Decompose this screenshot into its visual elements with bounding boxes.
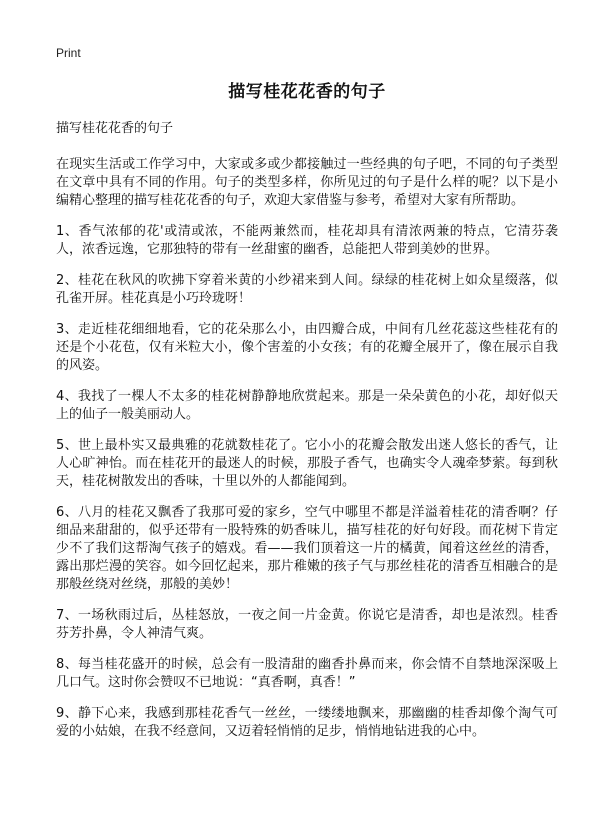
sentence-paragraph-9: 9、静下心来，我感到那桂花香气一丝丝，一缕缕地飘来，那幽幽的桂香却像个淘气可爱的小姑娘，在我不经意间，又迈着轻悄悄的足步，悄悄地钻进我的心中。 bbox=[56, 706, 558, 739]
sentence-paragraph-2: 2、桂花在秋风的吹拂下穿着米黄的小纱裙来到人间。绿绿的桂花树上如众星缀落，似孔雀开屏。桂花真是小巧玲珑呀！ bbox=[56, 273, 558, 306]
sentence-paragraph-5: 5、世上最朴实又最典雅的花就数桂花了。它小小的花瓣会散发出迷人悠长的香气，让人心旷神怡。而在桂花开的最迷人的时候，那股子香气，也确实令人魂牵梦萦。每到秋天，桂花树散发出的香味，十里以外的人都能闻到。 bbox=[56, 438, 558, 489]
sentence-paragraph-1: 1、香气浓郁的花'或清或浓，不能两兼然而，桂花却具有清浓两兼的特点，它清芬袭人，浓香远逸，它那独特的带有一丝甜蜜的幽香，总能把人带到美妙的世界。 bbox=[56, 224, 558, 257]
sentence-paragraph-3: 3、走近桂花细细地看，它的花朵那么小，由四瓣合成，中间有几丝花蕊这些桂花有的还是个小花苞，仅有米粒大小，像个害羞的小女孩；有的花瓣全展开了，像在展示自我的风姿。 bbox=[56, 322, 558, 373]
page-title: 描写桂花花香的句子 bbox=[228, 82, 386, 102]
intro-paragraph: 在现实生活或工作学习中，大家或多或少都接触过一些经典的句子吧，不同的句子类型在文章中具有不同的作用。句子的类型多样，你所见过的句子是什么样的呢？以下是小编精心整理的描写桂花花香的句子，欢迎大家借鉴与参考，希望对大家有所帮助。 bbox=[56, 157, 558, 208]
sentence-paragraph-6: 6、八月的桂花又飘香了我那可爱的家乡，空气中哪里不都是洋溢着桂花的清香啊？仔细品来甜甜的，似乎还带有一股特殊的奶香味儿，描写桂花的好句好段。而花树下肯定少不了我们这帮淘气孩子的嬉戏。看——我们顶着这一片的橘黄，闻着这丝丝的清香，露出那烂漫的笑容。如今回忆起来，那片稚嫩的孩子气与那丝桂花的清香互相融合的是那般丝绕对丝绕，那般的美妙！ bbox=[56, 505, 558, 592]
sentence-paragraph-4: 4、我找了一棵人不太多的桂花树静静地欣赏起来。那是一朵朵黄色的小花，却好似天上的仙子一般美丽动人。 bbox=[56, 389, 558, 422]
section-heading: 描写桂花花香的句子 bbox=[56, 121, 174, 136]
print-link[interactable]: Print bbox=[56, 46, 81, 60]
sentence-paragraph-7: 7、一场秋雨过后，丛桂怒放，一夜之间一片金黄。你说它是清香，却也是浓烈。桂香芬芳扑鼻，令人神清气爽。 bbox=[56, 608, 558, 641]
sentence-paragraph-8: 8、每当桂花盛开的时候，总会有一股清甜的幽香扑鼻而来，你会情不自禁地深深吸上几口气。这时你会赞叹不已地说：“真香啊，真香！” bbox=[56, 657, 558, 690]
